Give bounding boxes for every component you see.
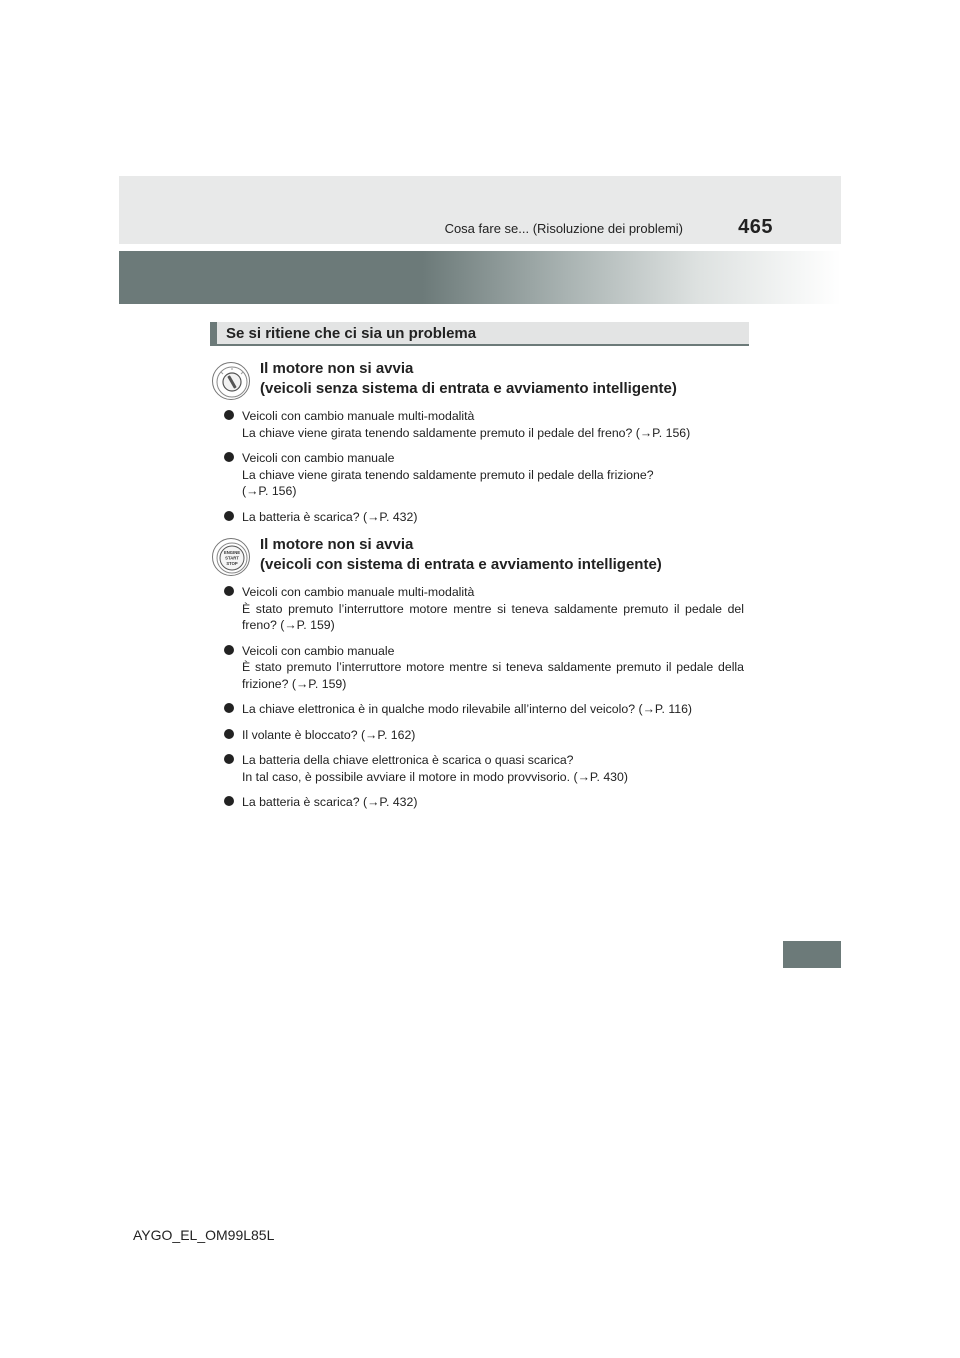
chapter-banner bbox=[119, 251, 841, 304]
problem-title-line2: (veicoli senza sistema di entrata e avviamento intelligente) bbox=[260, 380, 677, 397]
list-item bbox=[224, 752, 744, 785]
list-item-text: Veicoli con cambio manuale La chiave viene girata tenendo saldamente premuto il pedale della frizione? (→P. 156) bbox=[242, 451, 654, 498]
list-item bbox=[224, 584, 744, 634]
list-item-text: Veicoli con cambio manuale multi-modalità È stato premuto l’interruttore motore mentre si teneva saldamente premuto il pedale del freno? (→P. 159) bbox=[242, 585, 744, 632]
problem-1-checklist bbox=[224, 408, 744, 534]
bullet-icon bbox=[224, 703, 234, 713]
problem-title-2 bbox=[260, 535, 662, 575]
bullet-icon bbox=[224, 645, 234, 655]
list-item bbox=[224, 643, 744, 693]
document-code: AYGO_EL_OM99L85L bbox=[133, 1227, 275, 1243]
bullet-icon bbox=[224, 729, 234, 739]
icon-label-stop: STOP bbox=[226, 561, 238, 566]
bullet-icon bbox=[224, 452, 234, 462]
bullet-icon bbox=[224, 754, 234, 764]
section-title: Se si ritiene che ci sia un problema bbox=[226, 325, 477, 342]
bullet-icon bbox=[224, 586, 234, 596]
section-header bbox=[210, 322, 749, 346]
list-item-text: Veicoli con cambio manuale È stato premuto l’interruttore motore mentre si teneva saldamente premuto il pedale della frizione? (→P. 159) bbox=[242, 643, 744, 691]
ignition-key-switch-icon bbox=[212, 362, 250, 400]
list-item-text: La batteria è scarica? (→P. 432) bbox=[242, 509, 418, 524]
problem-title-line2: (veicoli con sistema di entrata e avviamento intelligente) bbox=[260, 556, 662, 573]
list-item bbox=[224, 450, 744, 500]
icon-label-start: START bbox=[225, 555, 239, 561]
icon-label-engine: ENGINE bbox=[223, 550, 241, 555]
problem-title-line1: Il motore non si avvia bbox=[260, 536, 414, 553]
problem-2-checklist bbox=[224, 584, 744, 820]
bullet-icon bbox=[224, 410, 234, 420]
list-item bbox=[224, 794, 744, 811]
problem-title-line1: Il motore non si avvia bbox=[260, 360, 414, 377]
bullet-icon bbox=[224, 511, 234, 521]
page-header bbox=[119, 176, 841, 244]
page-number: 465 bbox=[738, 216, 773, 238]
list-item-text: La batteria è scarica? (→P. 432) bbox=[242, 795, 418, 809]
list-item-text: La batteria della chiave elettronica è scarica o quasi scarica? In tal caso, è possibile avviare il motore in modo provvisorio. (→P. 430) bbox=[242, 753, 628, 784]
engine-start-stop-button-icon bbox=[212, 538, 250, 576]
list-item bbox=[224, 727, 744, 744]
bullet-icon bbox=[224, 796, 234, 806]
list-item bbox=[224, 701, 744, 718]
list-item-text: Il volante è bloccato? (→P. 162) bbox=[242, 727, 416, 742]
list-item bbox=[224, 408, 744, 441]
problem-title-1 bbox=[260, 359, 677, 399]
list-item bbox=[224, 509, 744, 526]
chapter-side-tab bbox=[783, 941, 841, 968]
list-item-text: Veicoli con cambio manuale multi-modalità La chiave viene girata tenendo saldamente premuto il pedale del freno? (→P. 156) bbox=[242, 409, 691, 440]
list-item-text: La chiave elettronica è in qualche modo rilevabile all’interno del veicolo? (→P. 116) bbox=[242, 702, 693, 716]
chapter-title: Cosa fare se... (Risoluzione dei problemi) bbox=[444, 221, 683, 236]
